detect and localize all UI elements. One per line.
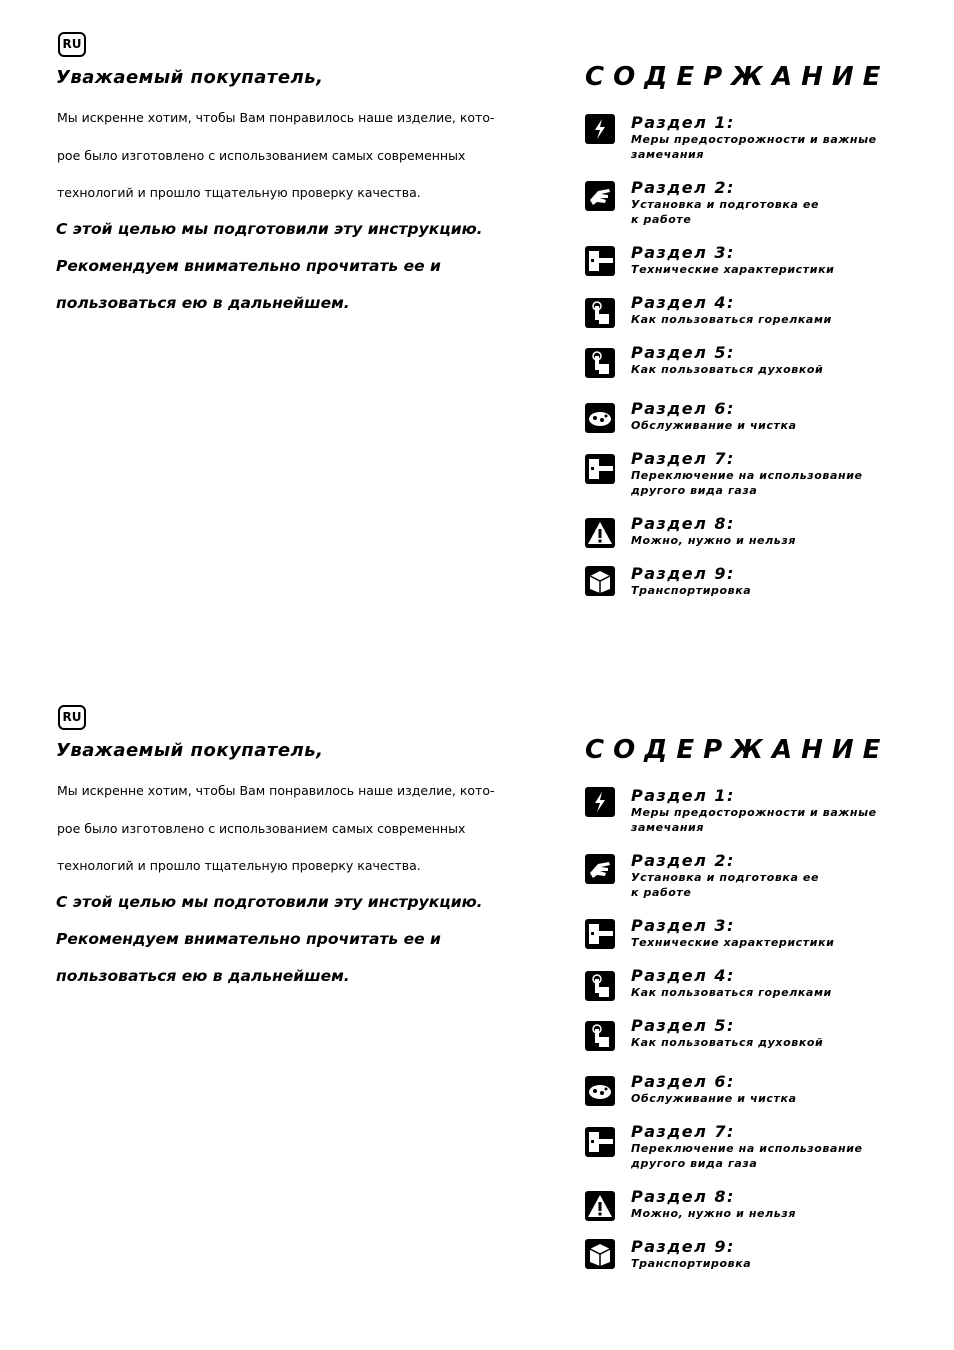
toc-item-description: Как пользоваться духовкой bbox=[631, 1036, 824, 1049]
gas-switch-icon bbox=[585, 454, 615, 484]
emphasis-line: Рекомендуем внимательно прочитать ее и bbox=[56, 930, 441, 948]
greeting-heading: Уважаемый покупатель, bbox=[56, 67, 324, 88]
emphasis-line: пользоваться ею в дальнейшем. bbox=[56, 294, 350, 312]
toc-item-heading: Раздел 5: bbox=[631, 343, 735, 362]
language-badge: RU bbox=[58, 705, 86, 730]
emphasis-line: С этой целью мы подготовили эту инструкцию. bbox=[56, 893, 483, 911]
toc-title: СОДЕРЖАНИЕ bbox=[585, 62, 890, 92]
finger-press-icon bbox=[585, 1021, 615, 1051]
toc-item-description: Транспортировка bbox=[631, 584, 752, 597]
toc-item-description: Технические характеристики bbox=[631, 263, 835, 276]
toc-item-heading: Раздел 8: bbox=[631, 514, 735, 533]
intro-line: рое было изготовлено с использованием самых современных bbox=[57, 821, 466, 836]
toc-item-heading: Раздел 5: bbox=[631, 1016, 735, 1035]
toc-item-description: Технические характеристики bbox=[631, 936, 835, 949]
toc-item-description: Установка и подготовка ее к работе bbox=[631, 871, 820, 899]
page-section-bottom bbox=[0, 673, 954, 1348]
box-icon bbox=[585, 1239, 615, 1269]
toc-item-heading: Раздел 7: bbox=[631, 449, 735, 468]
emphasis-line: пользоваться ею в дальнейшем. bbox=[56, 967, 350, 985]
toc-item-heading: Раздел 9: bbox=[631, 1237, 735, 1256]
toc-item-description: Можно, нужно и нельзя bbox=[631, 1207, 796, 1220]
toc-item-heading: Раздел 6: bbox=[631, 399, 735, 418]
cleaning-icon bbox=[585, 403, 615, 433]
toc-item-description: Переключение на использование другого вида газа bbox=[631, 1142, 863, 1170]
toc-item-description: Меры предосторожности и важные замечания bbox=[631, 133, 877, 161]
intro-line: Мы искренне хотим, чтобы Вам понравилось наше изделие, кото- bbox=[57, 783, 495, 798]
toc-title: СОДЕРЖАНИЕ bbox=[585, 735, 890, 765]
toc-item-heading: Раздел 7: bbox=[631, 1122, 735, 1141]
toc-item-description: Обслуживание и чистка bbox=[631, 419, 797, 432]
toc-item-heading: Раздел 3: bbox=[631, 916, 735, 935]
spec-plate-icon bbox=[585, 919, 615, 949]
toc-item-heading: Раздел 8: bbox=[631, 1187, 735, 1206]
toc-item-description: Транспортировка bbox=[631, 1257, 752, 1270]
toc-item-heading: Раздел 2: bbox=[631, 178, 735, 197]
toc-item-heading: Раздел 2: bbox=[631, 851, 735, 870]
toc-item-description: Можно, нужно и нельзя bbox=[631, 534, 796, 547]
cleaning-icon bbox=[585, 1076, 615, 1106]
lightning-icon bbox=[585, 114, 615, 144]
greeting-heading: Уважаемый покупатель, bbox=[56, 740, 324, 761]
toc-item-heading: Раздел 6: bbox=[631, 1072, 735, 1091]
toc-item-heading: Раздел 3: bbox=[631, 243, 735, 262]
intro-line: технологий и прошло тщательную проверку качества. bbox=[57, 858, 421, 873]
toc-item-description: Обслуживание и чистка bbox=[631, 1092, 797, 1105]
spec-plate-icon bbox=[585, 246, 615, 276]
language-badge: RU bbox=[58, 32, 86, 57]
intro-line: технологий и прошло тщательную проверку качества. bbox=[57, 185, 421, 200]
lightning-icon bbox=[585, 787, 615, 817]
toc-item-description: Как пользоваться духовкой bbox=[631, 363, 824, 376]
warning-icon bbox=[585, 1191, 615, 1221]
toc-item-heading: Раздел 4: bbox=[631, 966, 735, 985]
hand-icon bbox=[585, 181, 615, 211]
toc-item-heading: Раздел 9: bbox=[631, 564, 735, 583]
toc-item-description: Меры предосторожности и важные замечания bbox=[631, 806, 877, 834]
toc-item-description: Переключение на использование другого вида газа bbox=[631, 469, 863, 497]
toc-item-description: Установка и подготовка ее к работе bbox=[631, 198, 820, 226]
finger-press-icon bbox=[585, 971, 615, 1001]
emphasis-line: С этой целью мы подготовили эту инструкцию. bbox=[56, 220, 483, 238]
toc-item-heading: Раздел 1: bbox=[631, 113, 735, 132]
finger-press-icon bbox=[585, 298, 615, 328]
hand-icon bbox=[585, 854, 615, 884]
toc-item-description: Как пользоваться горелками bbox=[631, 986, 832, 999]
toc-item-heading: Раздел 1: bbox=[631, 786, 735, 805]
warning-icon bbox=[585, 518, 615, 548]
intro-line: Мы искренне хотим, чтобы Вам понравилось наше изделие, кото- bbox=[57, 110, 495, 125]
intro-line: рое было изготовлено с использованием самых современных bbox=[57, 148, 466, 163]
finger-press-icon bbox=[585, 348, 615, 378]
toc-item-heading: Раздел 4: bbox=[631, 293, 735, 312]
emphasis-line: Рекомендуем внимательно прочитать ее и bbox=[56, 257, 441, 275]
toc-item-description: Как пользоваться горелками bbox=[631, 313, 832, 326]
box-icon bbox=[585, 566, 615, 596]
gas-switch-icon bbox=[585, 1127, 615, 1157]
